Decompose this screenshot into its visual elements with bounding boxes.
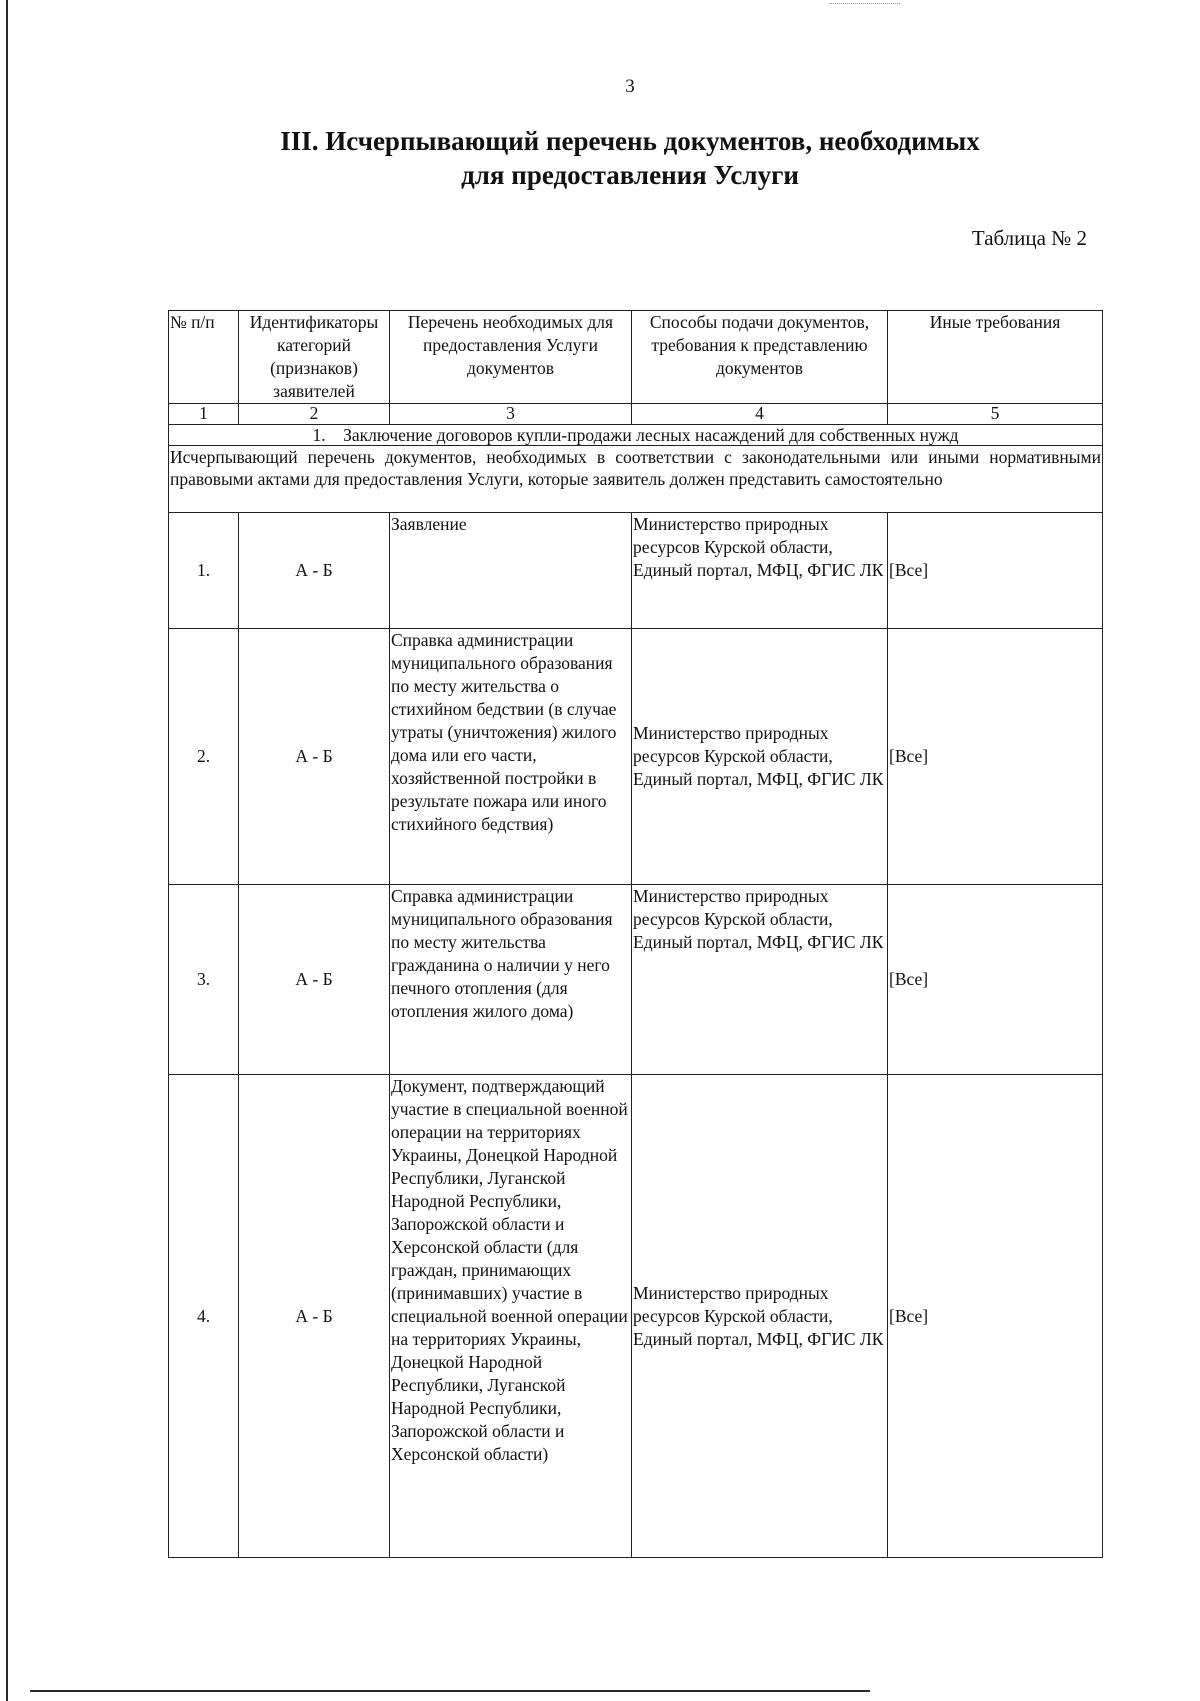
intro-text: Исчерпывающий перечень документов, необходимых в соответствии с законодательными или иными нормативными правовыми актами для предоставления Услуги, которые заявитель должен представить самостоятельно xyxy=(169,446,1103,513)
column-number: 2 xyxy=(239,404,390,425)
header-methods: Способы подачи документов, требования к представлению документов xyxy=(632,311,888,404)
header-documents: Перечень необходимых для предоставления Услуги документов xyxy=(390,311,632,404)
page-number: 3 xyxy=(625,76,635,97)
column-number: 1 xyxy=(169,404,239,425)
header-num: № п/п xyxy=(169,311,239,404)
row-methods: Министерство природных ресурсов Курской области, Единый портал, МФЦ, ФГИС ЛК xyxy=(632,629,888,885)
scan-edge-bottom xyxy=(30,1690,870,1692)
row-other: [Все] xyxy=(888,1075,1103,1558)
row-methods: Министерство природных ресурсов Курской области, Единый портал, МФЦ, ФГИС ЛК xyxy=(632,513,888,629)
table-row xyxy=(169,629,1103,885)
row-number: 3. xyxy=(169,885,239,1075)
title-line-1: III. Исчерпывающий перечень документов, необходимых xyxy=(280,126,980,156)
row-other: [Все] xyxy=(888,513,1103,629)
row-number: 4. xyxy=(169,1075,239,1558)
table-header-row xyxy=(169,311,1103,404)
table-row xyxy=(169,885,1103,1075)
header-other: Иные требования xyxy=(888,311,1103,404)
page-title xyxy=(170,124,1090,192)
row-document: Справка администрации муниципального образования по месту жительства гражданина о наличии у него печного отопления (для отопления жилого дома) xyxy=(390,885,632,1075)
row-number: 2. xyxy=(169,629,239,885)
row-document: Заявление xyxy=(390,513,632,629)
column-number: 5 xyxy=(888,404,1103,425)
row-other: [Все] xyxy=(888,885,1103,1075)
row-category: А - Б xyxy=(239,513,390,629)
table-row xyxy=(169,513,1103,629)
section-row xyxy=(169,425,1103,446)
header-category: Идентификаторы категорий (признаков) заявителей xyxy=(239,311,390,404)
row-other: [Все] xyxy=(888,629,1103,885)
documents-table xyxy=(168,310,1103,1558)
row-category: А - Б xyxy=(239,1075,390,1558)
column-number: 3 xyxy=(390,404,632,425)
scan-edge-left xyxy=(6,0,8,1701)
row-category: А - Б xyxy=(239,885,390,1075)
column-number-row xyxy=(169,404,1103,425)
row-methods: Министерство природных ресурсов Курской области, Единый портал, МФЦ, ФГИС ЛК xyxy=(632,1075,888,1558)
column-number: 4 xyxy=(632,404,888,425)
row-document: Документ, подтверждающий участие в специальной военной операции на территориях Украины, Донецкой Народной Республики, Луганской Народной Республики, Запорожской области и Херсонской области (для граждан, принимающих (принимавших) участие в специальной военной операции на территориях Украины, Донецкой Народной Республики, Луганской Народной Республики, Запорожской области и Херсонской области) xyxy=(390,1075,632,1558)
table-label: Таблица № 2 xyxy=(971,226,1087,250)
row-number: 1. xyxy=(169,513,239,629)
title-line-2: для предоставления Услуги xyxy=(461,160,799,190)
row-category: А - Б xyxy=(239,629,390,885)
scan-artifact xyxy=(830,3,900,5)
table-row xyxy=(169,1075,1103,1558)
row-methods: Министерство природных ресурсов Курской области, Единый портал, МФЦ, ФГИС ЛК xyxy=(632,885,888,1075)
row-document: Справка администрации муниципального образования по месту жительства о стихийном бедствии (в случае утраты (уничтожения) жилого дома или его части, хозяйственной постройки в результате пожара или иного стихийного бедствия) xyxy=(390,629,632,885)
intro-row xyxy=(169,446,1103,513)
section-title: 1. Заключение договоров купли-продажи лесных насаждений для собственных нужд xyxy=(169,425,1103,446)
